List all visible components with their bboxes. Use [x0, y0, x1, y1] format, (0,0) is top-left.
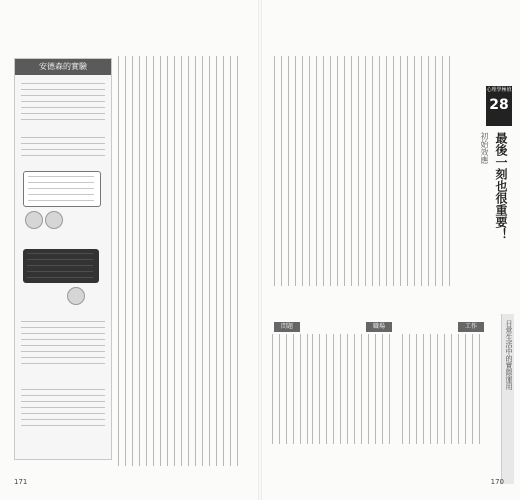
avatar — [67, 287, 85, 305]
page-number-left: 171 — [14, 478, 28, 486]
left-page — [0, 0, 258, 500]
left-body-text — [118, 56, 244, 466]
sidebar-result — [21, 321, 105, 367]
speech-bubble-1 — [23, 171, 101, 207]
speech-bubble-2 — [23, 249, 99, 283]
chapter-kicker: 初始效應 — [480, 132, 489, 164]
subsection-question-text — [272, 334, 308, 444]
subsection-tag-work: 工作 — [458, 322, 484, 332]
sidebar-box — [14, 58, 112, 460]
subsection-office-text — [312, 334, 392, 444]
avatar — [45, 211, 63, 229]
section-band — [501, 314, 514, 484]
chapter-label: 心理學極值 — [486, 87, 512, 93]
subsection-work-text — [402, 334, 482, 444]
subsection-tag-question: 問題 — [274, 322, 300, 332]
right-body-text — [274, 56, 450, 286]
chapter-number: 28 — [489, 97, 509, 113]
sidebar-intro — [21, 83, 105, 123]
page-number-right: 170 — [490, 478, 504, 486]
bubble-1-text — [28, 176, 94, 202]
sidebar-title: 安德森的實驗 — [15, 59, 111, 75]
chapter-badge — [486, 86, 512, 126]
avatar — [25, 211, 43, 229]
subsection-tag-office: 職場 — [366, 322, 392, 332]
bubble-2-text — [27, 253, 93, 279]
section-band-label: 日常生活中的實際運用 — [505, 320, 513, 390]
sidebar-conclusion — [21, 389, 105, 429]
chapter-title: 最後一刻也很重要！ — [494, 132, 508, 240]
right-page — [262, 0, 520, 500]
sidebar-setup — [21, 137, 105, 159]
